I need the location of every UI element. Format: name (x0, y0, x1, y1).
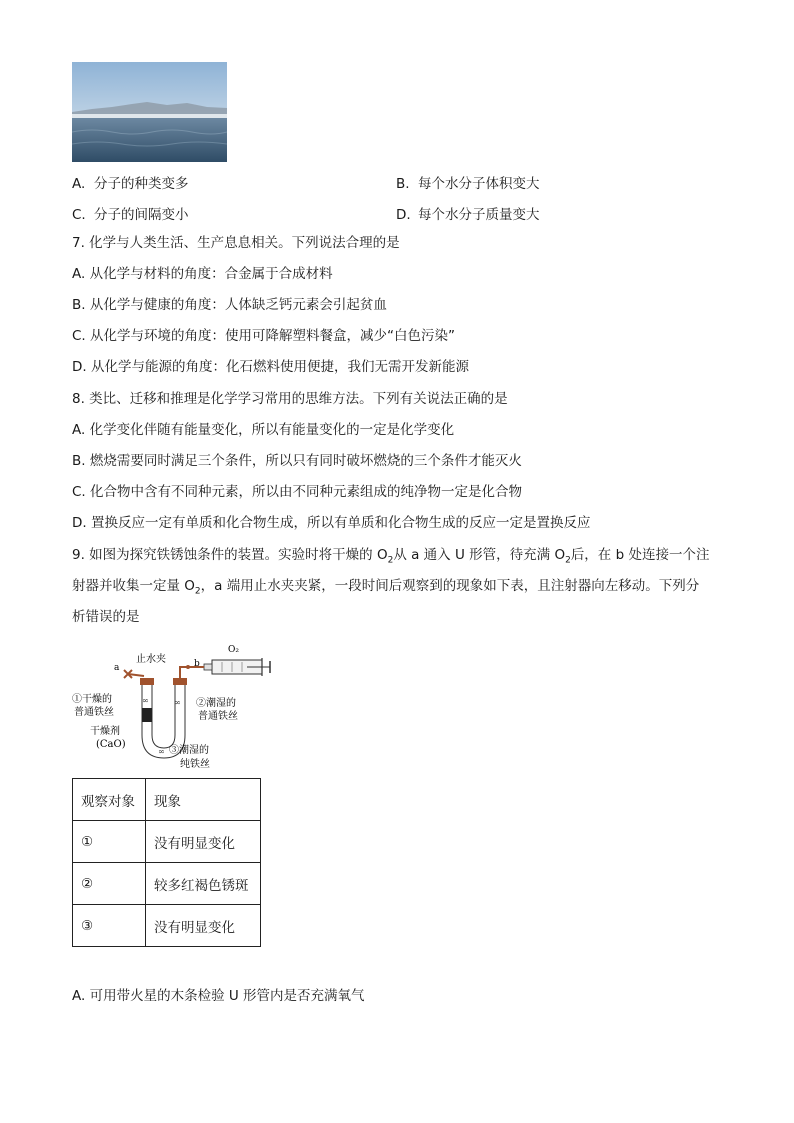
q6-option-c: C. 分子的间隔变小 (72, 207, 189, 223)
desiccant-label-1: 干燥剂 (90, 726, 120, 737)
sea-fog-image (72, 62, 227, 162)
svg-text:∞: ∞ (174, 698, 181, 707)
b-label: b (194, 659, 200, 669)
q6-option-b: B. 每个水分子体积变大 (396, 176, 540, 192)
label-2-line1: ②潮湿的 (196, 698, 236, 709)
table-row (73, 863, 261, 905)
table-cell: 没有明显变化 (146, 905, 261, 947)
table-cell: 没有明显变化 (146, 821, 261, 863)
q9-option-a: A. 可用带火星的木条检验 U 形管内是否充满氧气 (72, 988, 365, 1004)
label-1-line1: ①干燥的 (72, 694, 112, 705)
table-cell: 较多红褐色锈斑 (146, 863, 261, 905)
table-header-phenomenon: 现象 (146, 779, 261, 821)
q9-stem-line1: 9. 如图为探究铁锈蚀条件的装置。实验时将干燥的 $O_2$从 a 通入 U 形管，待充满 $O_2$后，在 b 处连接一个注 (72, 547, 710, 566)
table-cell: ① (73, 821, 146, 863)
q8-option-c: C. 化合物中含有不同种元素，所以由不同种元素组成的纯净物一定是化合物 (72, 484, 523, 500)
q7-option-a: A. 从化学与材料的角度：合金属于合成材料 (72, 266, 333, 282)
q8-option-a: A. 化学变化伴随有能量变化，所以有能量变化的一定是化学变化 (72, 422, 455, 438)
table-header-object: 观察对象 (73, 779, 146, 821)
label-3-line1: ③潮湿的 (169, 745, 209, 756)
q6-option-a: A. 分子的种类变多 (72, 176, 189, 192)
table-row (73, 905, 261, 947)
observation-table (72, 778, 261, 947)
apparatus-diagram (72, 640, 277, 775)
a-label: a (114, 663, 120, 673)
label-3-line2: 纯铁丝 (180, 759, 210, 770)
svg-text:∞: ∞ (142, 696, 149, 705)
q9-stem-line3: 析错误的是 (72, 609, 140, 625)
iron-rust-apparatus-figure (72, 640, 277, 775)
q7-stem: 7. 化学与人类生活、生产息息相关。下列说法合理的是 (72, 235, 400, 251)
syringe-icon (204, 658, 270, 676)
table-row (73, 821, 261, 863)
svg-text:∞: ∞ (158, 747, 165, 756)
label-1-line2: 普通铁丝 (74, 707, 114, 718)
table-header-row (73, 779, 261, 821)
clamp-icon (124, 670, 144, 678)
q8-option-b: B. 燃烧需要同时满足三个条件，所以只有同时破坏燃烧的三个条件才能灭火 (72, 453, 522, 469)
q7-option-d: D. 从化学与能源的角度：化石燃料使用便捷，我们无需开发新能源 (72, 359, 469, 375)
q7-option-c: C. 从化学与环境的角度：使用可降解塑料餐盒，减少“白色污染” (72, 328, 455, 344)
q7-option-b: B. 从化学与健康的角度：人体缺乏钙元素会引起贫血 (72, 297, 387, 313)
o2-label: O₂ (228, 645, 239, 655)
clamp-label: 止水夹 (136, 654, 166, 665)
sea-fog-photo (72, 62, 227, 162)
q8-stem: 8. 类比、迁移和推理是化学学习常用的思维方法。下列有关说法正确的是 (72, 391, 508, 407)
table-cell: ③ (73, 905, 146, 947)
label-2-line2: 普通铁丝 (198, 711, 238, 722)
table-cell: ② (73, 863, 146, 905)
desiccant-label-2: (CaO) (96, 739, 126, 750)
q9-stem-line2: 射器并收集一定量 $O_2$，a 端用止水夹夹紧，一段时间后观察到的现象如下表，且注射器向左移动。下列分 (72, 578, 700, 597)
q6-option-d: D. 每个水分子质量变大 (396, 207, 540, 223)
q8-option-d: D. 置换反应一定有单质和化合物生成，所以有单质和化合物生成的反应一定是置换反应 (72, 515, 591, 531)
